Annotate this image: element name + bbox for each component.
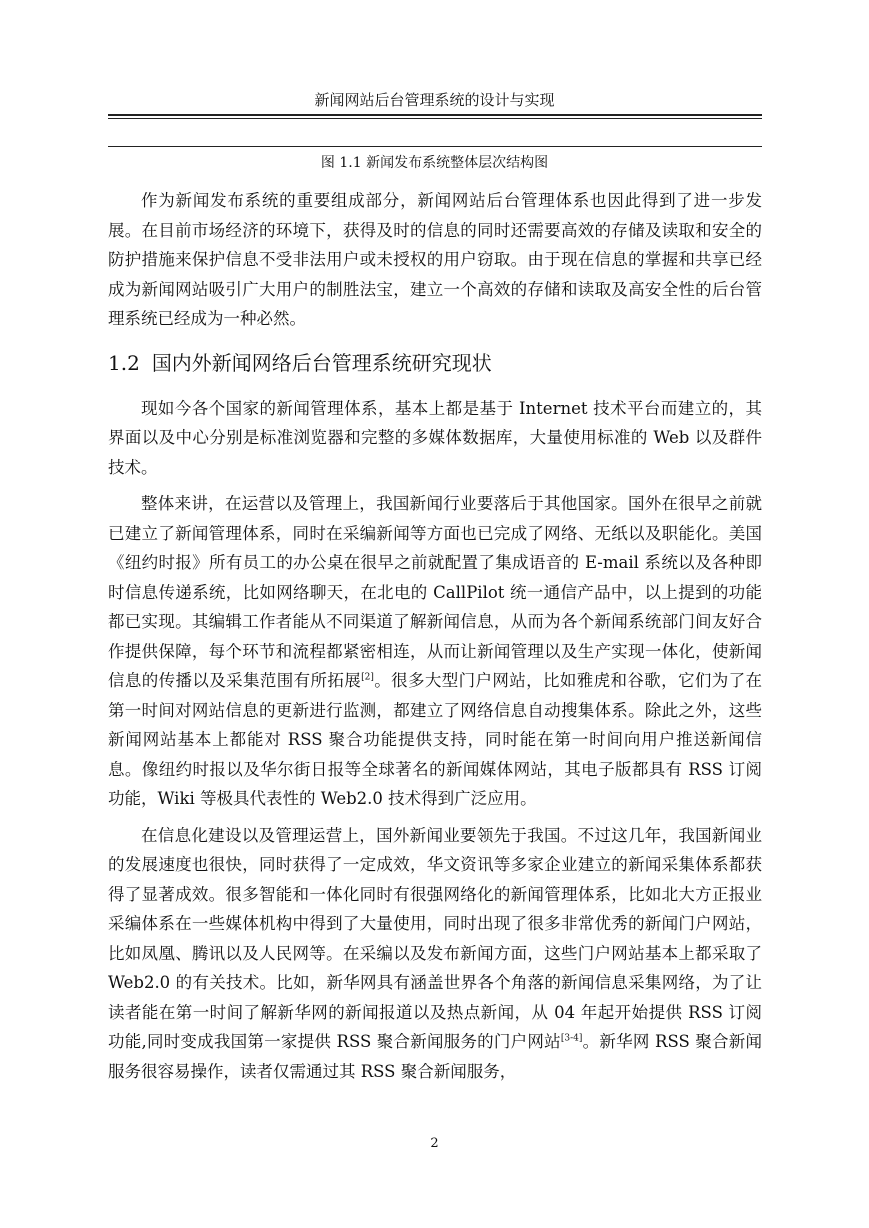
paragraph-4 [108, 821, 762, 1087]
section-number: 1.2 [108, 350, 140, 375]
paragraph-3 [108, 489, 762, 814]
running-header: 新闻网站后台管理系统的设计与实现 [314, 91, 555, 109]
paragraph-3-part-2: 。很多大型门户网站，比如雅虎和谷歌，它们为了在第一时间对网站信息的更新进行监测，都建立了网络信息自动搜集体系。除此之外，这些新闻网站基本上都能对 RSS 聚合功能提供支持，同时能在第一时间向用户推送新闻信息。像纽约时报以及华尔街日报等全球著名的新闻媒体网站，其电子版都具有 RSS 订阅功能，Wiki 等极具代表性的 Web2.0 技术得到广泛应用。 [108, 671, 762, 808]
page-number: 2 [430, 1136, 439, 1151]
citation-2: [2] [361, 672, 374, 683]
paragraph-4-part-1: 在信息化建设以及管理运营上，国外新闻业要领先于我国。不过这几年，我国新闻业的发展速度也很快，同时获得了一定成效，华文资讯等多家企业建立的新闻采集体系都获得了显著成效。很多智能和一体化同时有很强网络化的新闻管理体系，比如北大方正报业采编体系在一些媒体机构中得到了大量使用，同时出现了很多非常优秀的新闻门户网站，比如凤凰、腾讯以及人民网等。在采编以及发布新闻方面，这些门户网站基本上都采取了 Web2.0 的有关技术。比如，新华网具有涵盖世界各个角落的新闻信息采集网络，为了让读者能在第一时间了解新华网的新闻报道以及热点新闻，从 04 年起开始提供 RSS 订阅功能,同时变成我国第一家提供 RSS 聚合新闻服务的门户网站 [108, 825, 762, 1051]
citation-3-4: [3-4] [560, 1033, 583, 1044]
paragraph-1: 作为新闻发布系统的重要组成部分，新闻网站后台管理体系也因此得到了进一步发展。在目前市场经济的环境下，获得及时的信息的同时还需要高效的存储及读取和安全的防护措施来保护信息不受非法用户或未授权的用户窃取。由于现在信息的掌握和共享已经成为新闻网站吸引广大用户的制胜法宝，建立一个高效的存储和读取及高安全性的后台管理系统已经成为一种必然。 [108, 191, 762, 328]
header-rule-thin [108, 118, 762, 119]
section-title: 国内外新闻网络后台管理系统研究现状 [151, 350, 492, 375]
body-text [108, 186, 762, 1093]
figure-bottom-rule [108, 146, 762, 147]
paragraph-2: 现如今各个国家的新闻管理体系，基本上都是基于 Internet 技术平台而建立的，其界面以及中心分别是标准浏览器和完整的多媒体数据库，大量使用标准的 Web 以及群件技术。 [108, 398, 762, 477]
header-rule-thick [108, 114, 762, 116]
section-heading [108, 348, 762, 378]
paragraph-3-part-1: 整体来讲，在运营以及管理上，我国新闻行业要落后于其他国家。国外在很早之前就已建立了新闻管理体系，同时在采编新闻等方面也已完成了网络、无纸以及职能化。美国《纽约时报》所有员工的办公桌在很早之前就配置了集成语音的 E-mail 系统以及各种即时信息传递系统，比如网络聊天，在北电的 CallPilot 统一通信产品中，以上提到的功能都已实现。其编辑工作者能从不同渠道了解新闻信息，从而为各个新闻系统部门间友好合作提供保障，每个环节和流程都紧密相连，从而让新闻管理以及生产实现一体化，使新闻信息的传播以及采集范围有所拓展 [108, 494, 762, 690]
paragraph-4-part-2: 。新华网 RSS 聚合新闻服务很容易操作，读者仅需通过其 RSS 聚合新闻服务， [108, 1032, 762, 1081]
figure-caption: 图 1.1 新闻发布系统整体层次结构图 [320, 155, 549, 171]
